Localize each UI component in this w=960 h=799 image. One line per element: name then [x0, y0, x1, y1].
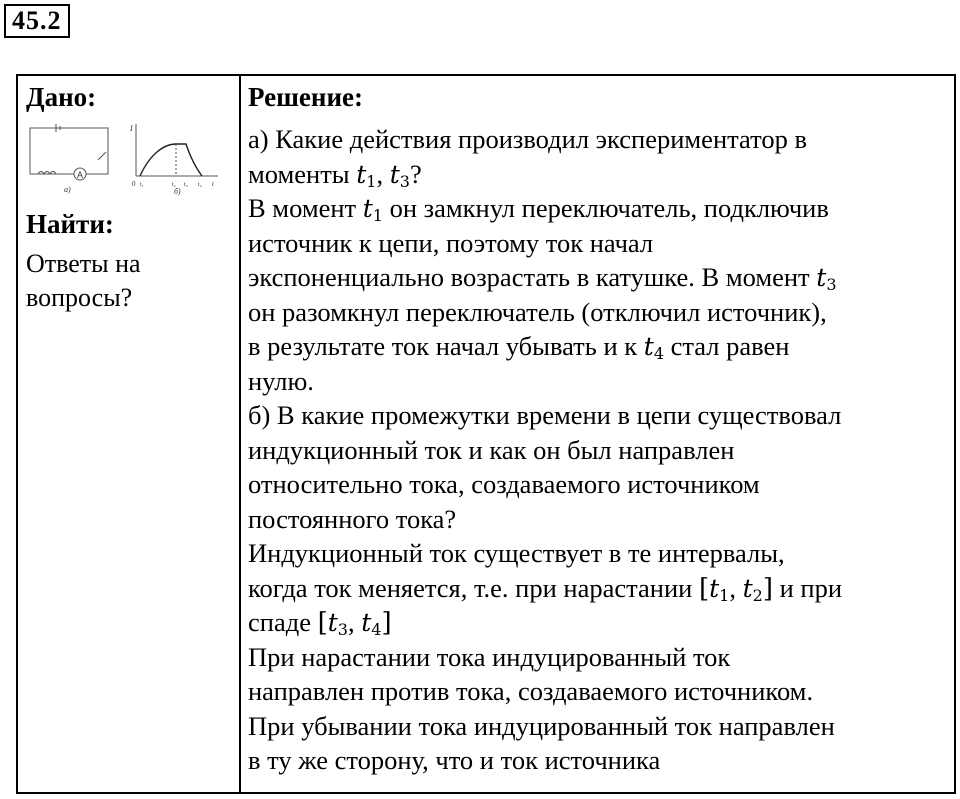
- ammeter-label: A: [77, 170, 84, 180]
- solution-line: в ту же сторону, что и ток источника: [248, 745, 661, 775]
- find-heading: Найти:: [26, 209, 114, 239]
- solution-line: а) Какие действия производил экспериментатор в: [248, 124, 807, 154]
- solution-line: направлен против тока, создаваемого источником.: [248, 676, 814, 706]
- solution-line: в результате ток начал убывать и к $t_4$ стал равен: [248, 331, 790, 363]
- solution-column: [248, 80, 948, 778]
- graph-caption: б): [174, 187, 181, 196]
- graph-tick-t2: t₂: [172, 182, 176, 188]
- graph-tick-t1: t₁: [140, 182, 144, 188]
- solution-line: относительно тока, создаваемого источником: [248, 469, 760, 499]
- solution-line: спаде [$t_3$, $t_4$]: [248, 607, 392, 639]
- solution-line: индукционный ток и как он был направлен: [248, 434, 735, 465]
- column-divider: [239, 76, 241, 792]
- solution-line: б) В какие промежутки времени в цепи существовал: [248, 400, 842, 430]
- solution-heading: Решение:: [248, 82, 363, 112]
- circuit-caption: а): [64, 185, 71, 194]
- find-text: Ответы на вопросы?: [26, 249, 141, 312]
- graph-y-label: I: [130, 124, 133, 133]
- solution-table: [16, 74, 956, 794]
- problem-number: 45.2: [4, 4, 70, 38]
- graph-origin: 0: [132, 180, 136, 188]
- graph-tick-t3: t₃: [184, 182, 188, 188]
- graph-x-label: t: [212, 180, 214, 188]
- solution-text: [248, 122, 948, 778]
- given-figure: [26, 122, 222, 196]
- solution-line: В момент $t_1$ он замкнул переключатель, подключив: [248, 193, 829, 225]
- given-column: [26, 80, 231, 315]
- solution-line: нулю.: [248, 365, 314, 396]
- solution-line: экспоненциально возрастать в катушке. В момент $t_3$: [248, 262, 837, 294]
- solution-line: При убывании тока индуцированный ток направлен: [248, 710, 835, 741]
- solution-line: когда ток меняется, т.е. при нарастании [$t_1$, $t_2$] и при: [248, 572, 843, 605]
- given-heading: Дано:: [26, 82, 97, 112]
- solution-line: постоянного тока?: [248, 503, 457, 534]
- solution-line: источник к цепи, поэтому ток начал: [248, 227, 654, 258]
- graph-tick-t4: t₄: [198, 182, 202, 188]
- circuit-diagram: [30, 124, 108, 180]
- solution-line: моменты $t_1$, $t_3$?: [248, 158, 422, 191]
- current-graph: [136, 124, 218, 176]
- solution-line: Индукционный ток существует в те интервалы,: [248, 538, 785, 568]
- solution-line: При нарастании тока индуцированный ток: [248, 641, 731, 672]
- solution-line: он разомкнул переключатель (отключил источник),: [248, 296, 827, 327]
